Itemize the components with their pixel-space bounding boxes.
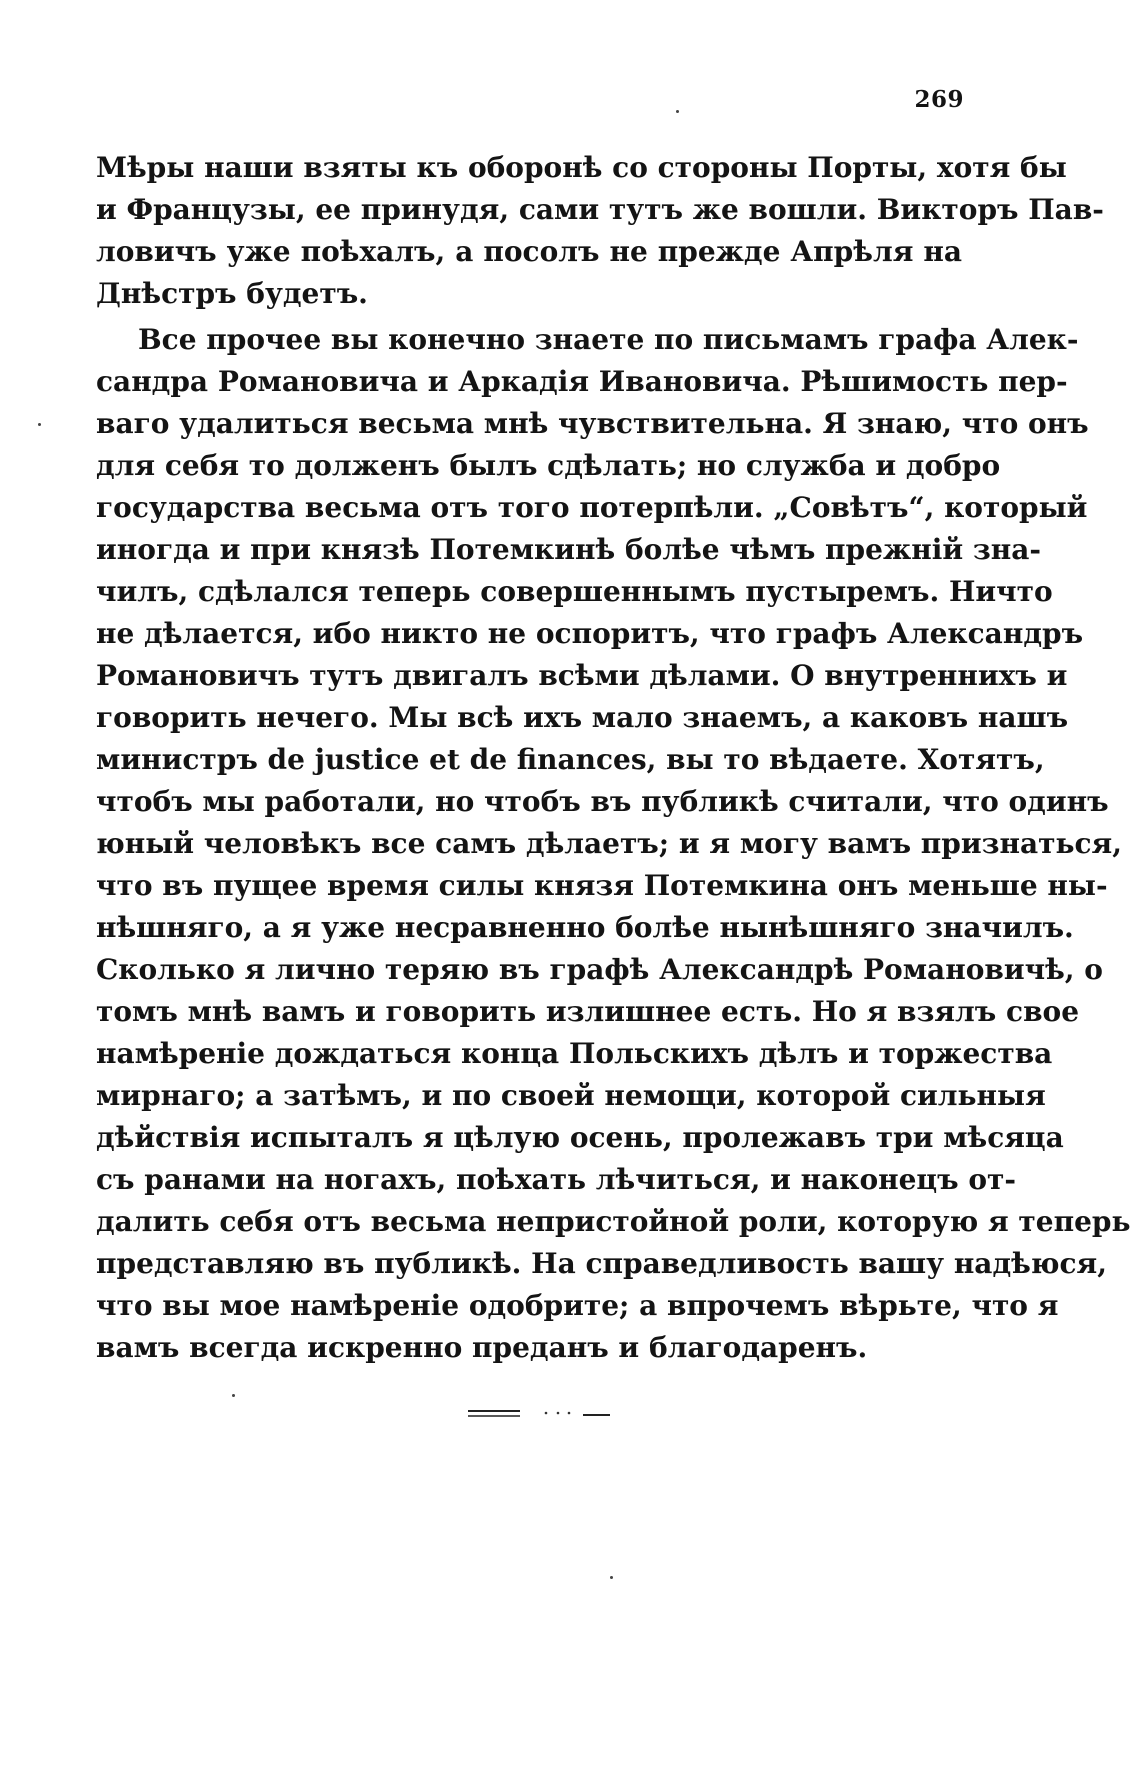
text-line: говорить нечего. Мы всѣ ихъ мало знаемъ, а каковъ нашъ <box>96 701 1069 734</box>
page-number: 269 <box>914 86 964 113</box>
text-line: не дѣлается, ибо никто не оспоритъ, что графъ Александръ <box>96 617 1084 650</box>
text-line: дѣйствія испыталъ я цѣлую осень, пролежавъ три мѣсяца <box>96 1121 1064 1154</box>
text-line: томъ мнѣ вамъ и говорить излишнее есть. Но я взялъ свое <box>96 995 1080 1028</box>
text-line: министръ de justice et de finances, вы то вѣдаете. Хотятъ, <box>96 743 1045 776</box>
text-line: ловичъ уже поѣхалъ, а посолъ не прежде Апрѣля на <box>96 235 962 268</box>
text-line: нѣшняго, а я уже несравненно болѣе нынѣшняго значилъ. <box>96 911 1074 944</box>
text-line: съ ранами на ногахъ, поѣхать лѣчиться, и наконецъ от- <box>96 1163 1016 1196</box>
letter-body <box>96 147 1131 1369</box>
text-line: государства весьма отъ того потерпѣли. „Совѣтъ“, который <box>96 491 1088 524</box>
text-line: далить себя отъ весьма непристойной роли, которую я теперь <box>96 1205 1131 1238</box>
text-line: Все прочее вы конечно знаете по письмамъ графа Алек- <box>138 323 1079 356</box>
text-line: намѣреніе дождаться конца Польскихъ дѣлъ и торжества <box>96 1037 1053 1070</box>
text-line: для себя то долженъ былъ сдѣлать; но служба и добро <box>96 449 1001 482</box>
text-line: что въ пущее время силы князя Потемкина онъ меньше ны- <box>96 869 1108 902</box>
text-line: юный человѣкъ все самъ дѣлаетъ; и я могу вамъ признаться, <box>96 827 1122 860</box>
text-line: Романовичъ тутъ двигалъ всѣми дѣлами. О внутреннихъ и <box>96 659 1068 692</box>
paragraph-2 <box>96 319 1131 1369</box>
text-line: мирнаго; а затѣмъ, и по своей немощи, которой сильныя <box>96 1079 1046 1112</box>
text-line: вамъ всегда искренно преданъ и благодаренъ. <box>96 1331 868 1364</box>
paragraph-1 <box>96 147 1104 315</box>
text-line: Мѣры наши взяты къ оборонѣ со стороны Порты, хотя бы <box>96 151 1067 184</box>
text-line: иногда и при князѣ Потемкинѣ болѣе чѣмъ прежній зна- <box>96 533 1041 566</box>
page-speck <box>676 110 679 113</box>
text-line: представляю въ публикѣ. На справедливость вашу надѣюся, <box>96 1247 1107 1280</box>
text-line: чилъ, сдѣлался теперь совершеннымъ пустыремъ. Ничто <box>96 575 1053 608</box>
text-line: ваго удалиться весьма мнѣ чувствительна. Я знаю, что онъ <box>96 407 1089 440</box>
text-line: Сколько я лично теряю въ графѣ Александрѣ Романовичѣ, о <box>96 953 1103 986</box>
end-ornament <box>468 1407 618 1421</box>
text-line: Днѣстръ будетъ. <box>96 277 368 310</box>
page-speck <box>232 1394 235 1397</box>
page-speck <box>38 423 41 426</box>
text-line: чтобъ мы работали, но чтобъ въ публикѣ считали, что одинъ <box>96 785 1109 818</box>
text-line: что вы мое намѣреніе одобрите; а впрочемъ вѣрьте, что я <box>96 1289 1059 1322</box>
text-line: и Французы, ее принудя, сами тутъ же вошли. Викторъ Пав- <box>96 193 1104 226</box>
text-line: сандра Романовича и Аркадія Ивановича. Рѣшимость пер- <box>96 365 1068 398</box>
page-speck <box>610 1576 613 1579</box>
